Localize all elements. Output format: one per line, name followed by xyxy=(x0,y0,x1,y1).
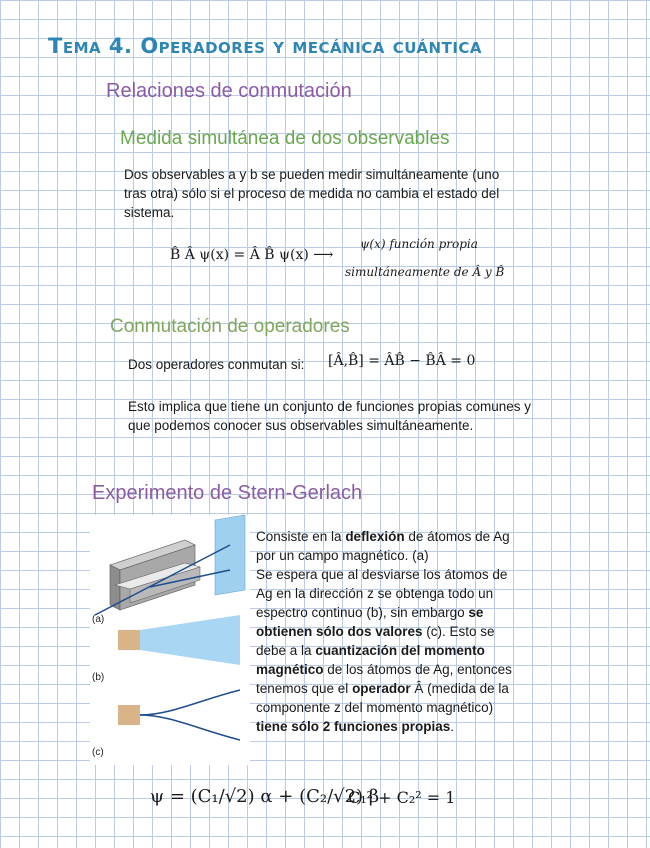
text-line: Ag en la dirección z se obtenga todo un xyxy=(256,586,494,601)
equation-note-2: simultáneamente de Â y B̂ xyxy=(345,265,505,279)
text-line: sistema. xyxy=(124,205,175,220)
text-line: Se espera que al desviarse los átomos de xyxy=(256,567,508,582)
subheading-conmutacion-operadores: Conmutación de operadores xyxy=(110,316,350,337)
text-line: por un campo magnético. (a) xyxy=(256,548,429,563)
text-span: de los átomos de Ag, entonces xyxy=(323,662,512,677)
paragraph-stern-gerlach xyxy=(256,527,556,736)
equation-commutation-handwritten: B̂ Â ψ(x) = Â B̂ ψ(x) ⟶ xyxy=(170,247,334,263)
text-span: espectro continuo (b), sin embargo xyxy=(256,605,469,620)
text-span: (c). Esto se xyxy=(422,624,495,639)
paragraph-medida xyxy=(124,165,564,222)
text-span: Consiste en la xyxy=(256,529,346,544)
subheading-medida-simultanea: Medida simultánea de dos observables xyxy=(120,128,450,149)
text-bold: tiene sólo 2 funciones propias xyxy=(256,719,451,734)
text-bold: operador xyxy=(352,681,411,696)
text-span: Â (medida de la xyxy=(410,681,509,696)
text-bold: magnético xyxy=(256,662,324,677)
fig-label-b: (b) xyxy=(92,672,105,683)
commutator-formula: [Â,B̂] = ÂB̂ − B̂Â = 0 xyxy=(328,353,476,369)
text-line: que podemos conocer sus observables simultáneamente. xyxy=(128,418,474,433)
text-span: de átomos de Ag xyxy=(404,529,510,544)
text-line: Esto implica que tiene un conjunto de funciones propias comunes y xyxy=(128,399,531,414)
equation-note-1: ψ(x) función propia xyxy=(360,237,478,251)
normalization-equation: C₁² + C₂² = 1 xyxy=(348,788,456,807)
page-title: Tema 4. Operadores y mecánica cuántica xyxy=(48,34,483,58)
text-line: componente z del momento magnético) xyxy=(256,700,494,715)
final-wavefunction-equation: ψ = (C₁/√2) α + (C₂/√2) β xyxy=(150,786,380,807)
paragraph-implica xyxy=(128,397,588,435)
text-bold: deflexión xyxy=(345,529,405,544)
text-span: . xyxy=(450,719,455,734)
fig-label-a: (a) xyxy=(92,614,105,625)
fig-label-c: (c) xyxy=(92,747,104,758)
text-bold: se xyxy=(468,605,484,620)
stern-gerlach-diagram xyxy=(90,515,250,765)
section-heading-stern-gerlach: Experimento de Stern-Gerlach xyxy=(92,482,363,504)
text-line: Dos observables a y b se pueden medir simultáneamente (uno xyxy=(124,167,500,182)
text-line: tras otra) sólo si el proceso de medida no cambia el estado del xyxy=(124,186,500,201)
stern-gerlach-figure xyxy=(90,515,250,765)
text-bold: cuantización del momento xyxy=(315,643,485,658)
text-span: tenemos que el xyxy=(256,681,353,696)
text-bold: obtienen sólo dos valores xyxy=(256,624,423,639)
text-span: debe a la xyxy=(256,643,316,658)
section-heading-conmutacion: Relaciones de conmutación xyxy=(106,80,352,102)
commute-lead: Dos operadores conmutan si: xyxy=(128,357,305,372)
